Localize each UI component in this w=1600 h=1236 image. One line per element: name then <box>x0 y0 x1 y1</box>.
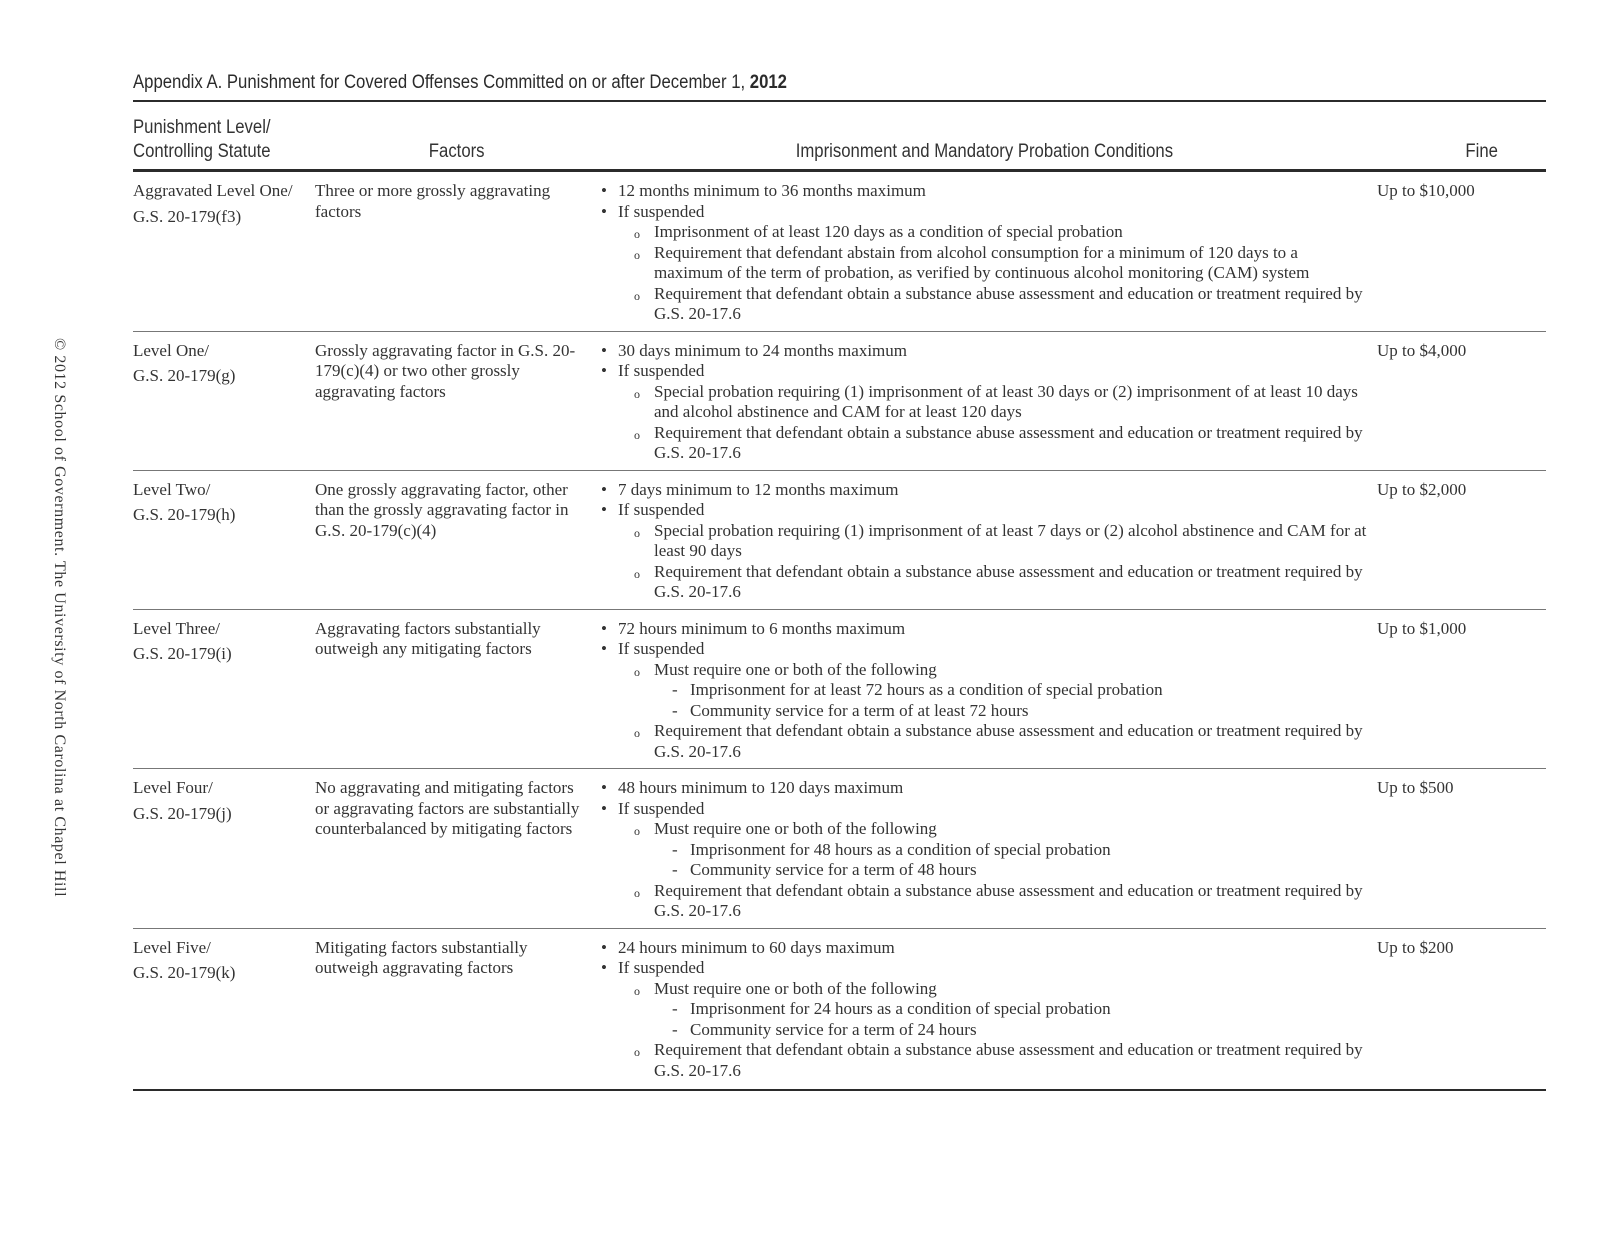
condition-item <box>634 819 1371 881</box>
header-fine: Fine <box>1371 116 1546 171</box>
condition-text: Special probation requiring (1) imprisonment of at least 7 days or (2) alcohol abstinence and CAM for at least 90 days <box>654 520 1367 560</box>
imprisonment-cell <box>598 609 1371 769</box>
factors-cell: No aggravating and mitigating factors or aggravating factors are substantially counterbalanced by mitigating factors <box>315 769 598 929</box>
if-suspended-label: If suspended <box>618 500 705 519</box>
copyright-sidebar <box>48 338 68 898</box>
if-suspended-item <box>598 202 1371 325</box>
condition-text: Requirement that defendant abstain from alcohol consumption for a minimum of 120 days to a maximum of the term of probation, as verified by continuous alcohol monitoring (CAM) system <box>654 242 1310 282</box>
fine-cell: Up to $200 <box>1371 928 1546 1090</box>
controlling-statute: G.S. 20-179(i) <box>133 644 232 663</box>
sub-condition-item: - Community service for a term of 48 hours <box>670 860 1371 881</box>
sub-condition-item: - Imprisonment for 48 hours as a condition of special probation <box>670 840 1371 861</box>
condition-item <box>634 521 1371 562</box>
imprisonment-list <box>598 619 1371 763</box>
if-suspended-label: If suspended <box>618 361 705 380</box>
imprisonment-list <box>598 938 1371 1082</box>
condition-text: Must require one or both of the following <box>654 978 937 998</box>
level-cell <box>133 171 315 332</box>
condition-item <box>634 1040 1371 1081</box>
condition-list <box>618 521 1371 603</box>
condition-item <box>634 243 1371 284</box>
condition-list <box>618 660 1371 763</box>
fine-cell: Up to $1,000 <box>1371 609 1546 769</box>
condition-item <box>634 881 1371 922</box>
factors-cell: Aggravating factors substantially outweigh any mitigating factors <box>315 609 598 769</box>
factors-cell: Mitigating factors substantially outweigh aggravating factors <box>315 928 598 1090</box>
header-imprisonment: Imprisonment and Mandatory Probation Conditions <box>598 116 1371 171</box>
imprisonment-range: • 7 days minimum to 12 months maximum <box>598 480 1371 501</box>
condition-text: Requirement that defendant obtain a substance abuse assessment and education or treatment required by G.S. 20-17.6 <box>654 561 1363 601</box>
if-suspended-item <box>598 361 1371 464</box>
imprisonment-range: • 12 months minimum to 36 months maximum <box>598 181 1371 202</box>
fine-cell: Up to $2,000 <box>1371 470 1546 609</box>
condition-text: Requirement that defendant obtain a substance abuse assessment and education or treatment required by G.S. 20-17.6 <box>654 283 1363 323</box>
sub-condition-item: - Imprisonment for at least 72 hours as a condition of special probation <box>670 680 1371 701</box>
if-suspended-label: If suspended <box>618 798 705 818</box>
imprisonment-cell <box>598 171 1371 332</box>
sub-condition-item: - Community service for a term of at least 72 hours <box>670 701 1371 722</box>
table-row <box>133 470 1546 609</box>
level-cell <box>133 609 315 769</box>
controlling-statute: G.S. 20-179(f3) <box>133 206 242 226</box>
condition-text: Must require one or both of the following <box>654 659 937 679</box>
page-title <box>133 72 1376 94</box>
if-suspended-label: If suspended <box>618 201 705 221</box>
sub-condition-item: - Community service for a term of 24 hours <box>670 1020 1371 1041</box>
table-body <box>133 171 1546 1091</box>
table-header-row <box>133 116 1546 171</box>
punishment-level: Aggravated Level One/ <box>133 181 293 200</box>
header-level-line2: Controlling Statute <box>133 141 271 162</box>
sub-condition-list <box>654 999 1371 1040</box>
condition-text: Special probation requiring (1) imprisonment of at least 30 days or (2) imprisonment of at least 10 days and alcohol abstinence and CAM for at least 120 days <box>654 381 1358 421</box>
if-suspended-item <box>598 639 1371 762</box>
title-prefix: Appendix A. Punishment for Covered Offenses Committed on or after December 1, <box>133 72 750 93</box>
condition-item <box>634 222 1371 243</box>
header-level <box>133 116 315 171</box>
condition-item <box>634 382 1371 423</box>
imprisonment-list <box>598 778 1371 922</box>
punishment-level: Level One/ <box>133 340 209 360</box>
factors-cell: Grossly aggravating factor in G.S. 20-179(c)(4) or two other grossly aggravating factors <box>315 331 598 470</box>
condition-item <box>634 979 1371 1041</box>
factors-cell: Three or more grossly aggravating factors <box>315 171 598 332</box>
imprisonment-cell <box>598 470 1371 609</box>
imprisonment-cell <box>598 769 1371 929</box>
condition-list <box>618 382 1371 464</box>
punishment-level: Level Three/ <box>133 618 221 638</box>
if-suspended-label: If suspended <box>618 639 705 658</box>
condition-text: Imprisonment of at least 120 days as a condition of special probation <box>654 222 1123 241</box>
table-row <box>133 928 1546 1090</box>
level-cell <box>133 928 315 1090</box>
header-factors: Factors <box>315 116 598 171</box>
condition-text: Requirement that defendant obtain a substance abuse assessment and education or treatment required by G.S. 20-17.6 <box>654 422 1363 462</box>
imprisonment-list <box>598 181 1371 325</box>
table-row <box>133 171 1546 332</box>
level-cell <box>133 331 315 470</box>
imprisonment-range: • 48 hours minimum to 120 days maximum <box>598 778 1371 799</box>
fine-cell: Up to $10,000 <box>1371 171 1546 332</box>
controlling-statute: G.S. 20-179(g) <box>133 366 236 385</box>
fine-cell: Up to $500 <box>1371 769 1546 929</box>
imprisonment-cell <box>598 331 1371 470</box>
if-suspended-item <box>598 799 1371 922</box>
if-suspended-item <box>598 500 1371 603</box>
fine-cell: Up to $4,000 <box>1371 331 1546 470</box>
condition-item <box>634 284 1371 325</box>
title-rule <box>133 100 1546 102</box>
level-cell <box>133 470 315 609</box>
imprisonment-range: • 72 hours minimum to 6 months maximum <box>598 619 1371 640</box>
controlling-statute: G.S. 20-179(j) <box>133 803 232 823</box>
condition-item <box>634 423 1371 464</box>
title-year: 2012 <box>749 72 787 93</box>
punishment-level: Level Five/ <box>133 937 211 957</box>
controlling-statute: G.S. 20-179(h) <box>133 505 236 524</box>
condition-list <box>618 819 1371 922</box>
condition-item <box>634 562 1371 603</box>
imprisonment-list <box>598 341 1371 464</box>
sub-condition-item: - Imprisonment for 24 hours as a condition of special probation <box>670 999 1371 1020</box>
punishment-table <box>133 116 1546 1091</box>
sub-condition-list <box>654 680 1371 721</box>
controlling-statute: G.S. 20-179(k) <box>133 963 236 982</box>
condition-list <box>618 222 1371 325</box>
condition-list <box>618 979 1371 1082</box>
factors-cell: One grossly aggravating factor, other than the grossly aggravating factor in G.S. 20-179(c)(4) <box>315 470 598 609</box>
condition-text: Requirement that defendant obtain a substance abuse assessment and education or treatment required by G.S. 20-17.6 <box>654 721 1363 761</box>
copyright-text: © 2012 School of Government. The University of North Carolina at Chapel Hill <box>51 338 68 898</box>
table-row <box>133 769 1546 929</box>
condition-text: Requirement that defendant obtain a substance abuse assessment and education or treatment required by G.S. 20-17.6 <box>654 1040 1363 1080</box>
if-suspended-item <box>598 958 1371 1081</box>
condition-text: Requirement that defendant obtain a substance abuse assessment and education or treatment required by G.S. 20-17.6 <box>654 880 1363 920</box>
condition-item <box>634 660 1371 722</box>
header-level-line1: Punishment Level/ <box>133 117 271 138</box>
condition-text: Must require one or both of the following <box>654 819 937 838</box>
table-row <box>133 609 1546 769</box>
condition-item <box>634 721 1371 762</box>
sub-condition-list <box>654 840 1371 881</box>
level-cell <box>133 769 315 929</box>
punishment-level: Level Two/ <box>133 479 211 499</box>
punishment-level: Level Four/ <box>133 778 213 797</box>
imprisonment-list <box>598 480 1371 603</box>
imprisonment-range: • 30 days minimum to 24 months maximum <box>598 341 1371 362</box>
if-suspended-label: If suspended <box>618 958 705 977</box>
table-row <box>133 331 1546 470</box>
imprisonment-cell <box>598 928 1371 1090</box>
imprisonment-range: • 24 hours minimum to 60 days maximum <box>598 938 1371 959</box>
